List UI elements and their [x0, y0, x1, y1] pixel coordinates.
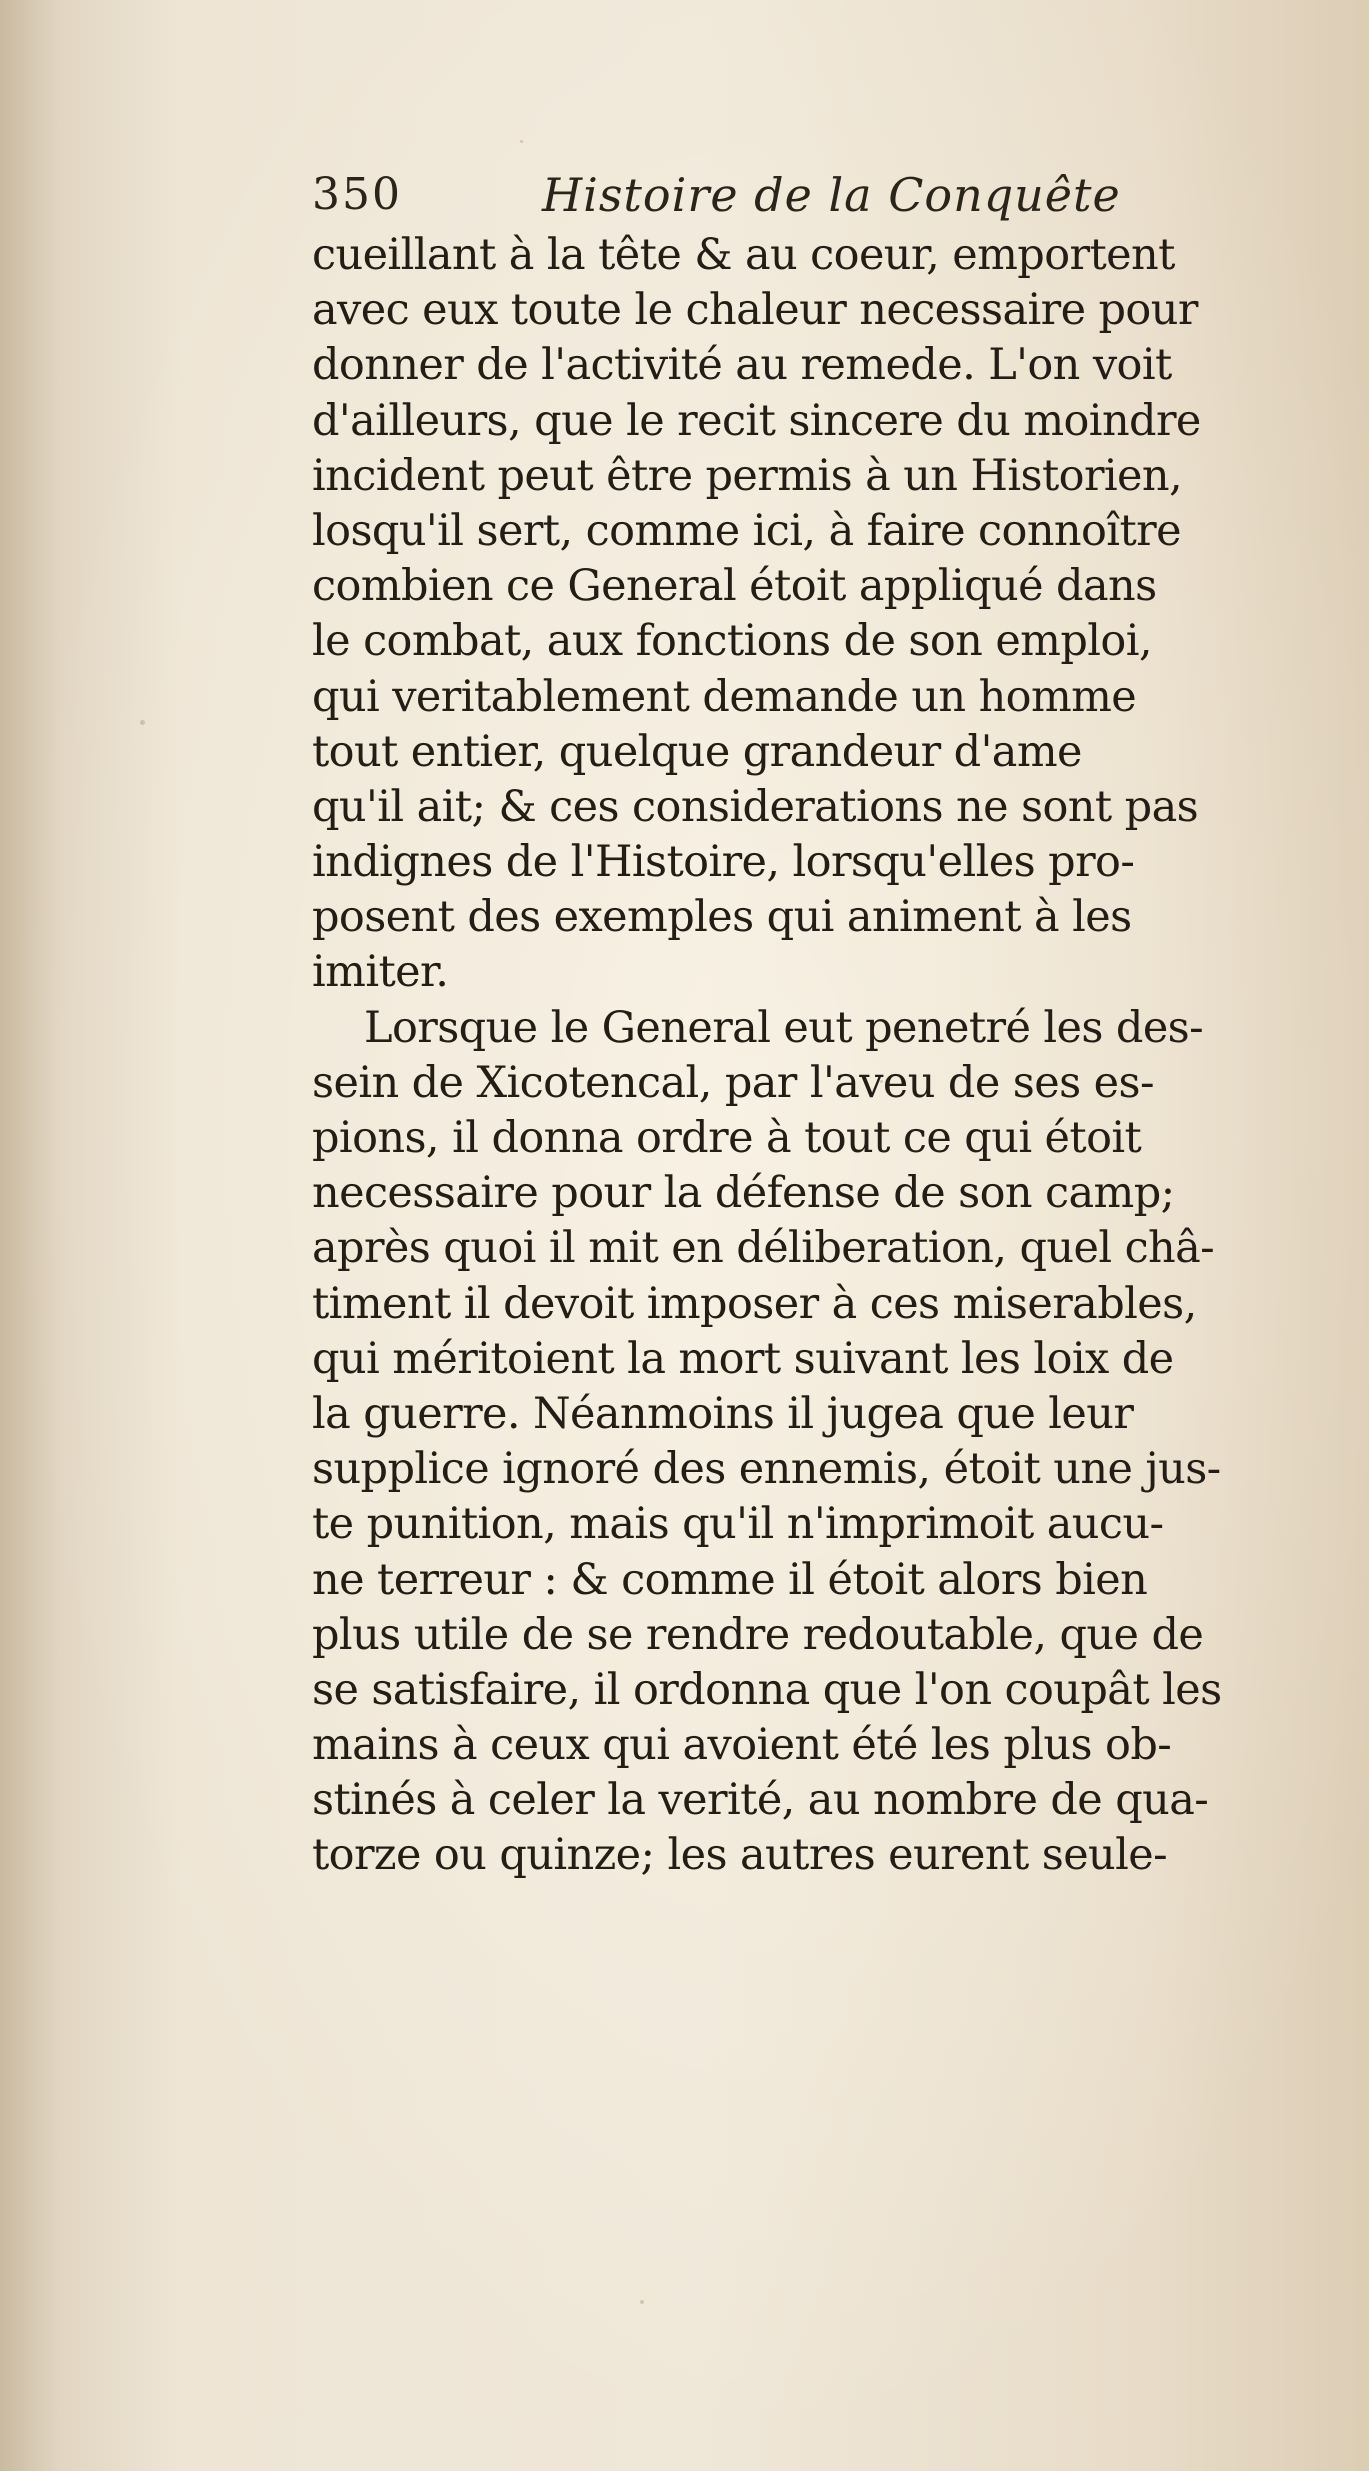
- text-line: avec eux toute le chaleur necessaire pour: [312, 285, 1198, 336]
- text-line: donner de l'activité au remede. L'on voit: [312, 340, 1172, 391]
- text-line: se satisfaire, il ordonna que l'on coupât les: [312, 1664, 1222, 1715]
- text-line: indignes de l'Histoire, lorsqu'elles pro-: [312, 837, 1135, 888]
- text-line: mains à ceux qui avoient été les plus ob-: [312, 1720, 1172, 1771]
- text-line: torze ou quinze; les autres eurent seule-: [312, 1830, 1168, 1881]
- text-line: cueillant à la tête & au coeur, emportent: [312, 230, 1175, 280]
- text-line: après quoi il mit en déliberation, quel châ-: [312, 1223, 1215, 1274]
- text-line: combien ce General étoit appliqué dans: [312, 561, 1157, 612]
- page-header: [312, 160, 1212, 230]
- running-title: Histoire de la Conquête: [542, 168, 1121, 222]
- text-line: d'ailleurs, que le recit sincere du moindre: [312, 395, 1201, 446]
- text-line: Lorsque le General eut penetré les des-: [364, 1002, 1204, 1053]
- text-line: losqu'il sert, comme ici, à faire connoître: [312, 505, 1181, 556]
- page-number: 350: [312, 169, 402, 220]
- text-line: qui veritablement demande un homme: [312, 671, 1137, 722]
- text-line: necessaire pour la défense de son camp;: [312, 1168, 1175, 1219]
- text-line: la guerre. Néanmoins il jugea que leur: [312, 1388, 1134, 1439]
- text-line: timent il devoit imposer à ces miserables,: [312, 1278, 1197, 1329]
- body-text: [312, 228, 1357, 1884]
- text-line: pions, il donna ordre à tout ce qui étoit: [312, 1113, 1142, 1163]
- text-line: plus utile de se rendre redoutable, que de: [312, 1609, 1204, 1660]
- text-line: qui méritoient la mort suivant les loix de: [312, 1333, 1174, 1384]
- text-line: stinés à celer la verité, au nombre de qua-: [312, 1775, 1209, 1826]
- text-line: ne terreur : & comme il étoit alors bien: [312, 1554, 1148, 1605]
- text-line: posent des exemples qui animent à les: [312, 892, 1132, 943]
- text-line: te punition, mais qu'il n'imprimoit aucu-: [312, 1499, 1164, 1550]
- text-line: incident peut être permis à un Historien,: [312, 450, 1183, 501]
- text-line: tout entier, quelque grandeur d'ame: [312, 726, 1082, 777]
- text-line: sein de Xicotencal, par l'aveu de ses es-: [312, 1057, 1154, 1108]
- text-line: supplice ignoré des ennemis, étoit une jus-: [312, 1444, 1221, 1495]
- text-line: le combat, aux fonctions de son emploi,: [312, 616, 1152, 667]
- text-line: imiter.: [312, 947, 449, 998]
- text-line: qu'il ait; & ces considerations ne sont pas: [312, 781, 1199, 832]
